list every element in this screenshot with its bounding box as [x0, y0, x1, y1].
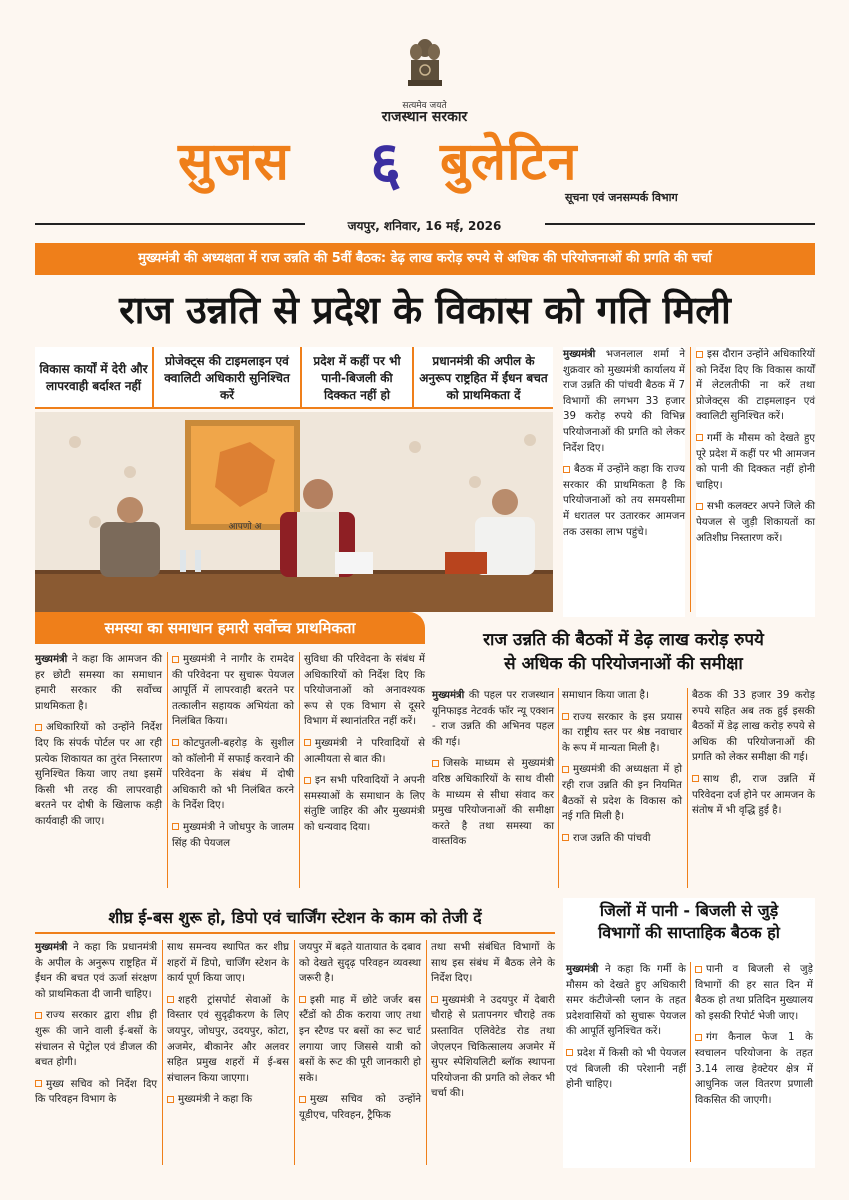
section4-lead: मुख्यमंत्री: [566, 964, 599, 975]
section2-paragraph: की पहल पर राजस्थान यूनिफाइड नेटवर्क फॉर न्यू एक्शन - राज उन्नति की अभिनव पहल की गई।: [432, 690, 554, 748]
bullet-icon: [566, 1049, 573, 1056]
highlight-3: प्रदेश में कहीं पर भी पानी-बिजली की दिक्कत नहीं हो: [302, 347, 412, 409]
intro-lead: मुख्यमंत्री: [563, 349, 596, 360]
column-divider: [167, 652, 168, 888]
intro-paragraph: गर्मी के मौसम को देखते हुए पूरे प्रदेश में कहीं पर भी आमजन को पानी की दिक्कत नहीं होनी चाहिए।: [696, 432, 815, 491]
bullet-icon: [304, 739, 311, 746]
emblem-tagline: सत्यमेव जयते: [402, 101, 447, 111]
intro-paragraph: इस दौरान उन्होंने अधिकारियों को निर्देश दिए कि विकास कार्यों में लेटलतीफी ना करें तथा प्रोजेक्ट्स की टाइमलाइन एवं क्वालिटी सुनिश्चित करें।: [696, 349, 815, 423]
section4-column-2: [695, 962, 813, 1114]
department-name: सूचना एवं जनसम्पर्क विभाग: [565, 191, 678, 204]
intro-paragraph: भजनलाल शर्मा ने शुक्रवार को मुख्यमंत्री कार्यालय में राज उन्नति की पांचवी बैठक में 7 विभागों की लगभग 33 हजार 39 करोड़ रुपये की विभिन्न परियोजनाओं की प्रगति को लेकर निर्देश दिए।: [563, 349, 685, 454]
bullet-icon: [299, 996, 306, 1003]
section3-title: शीघ्र ई-बस शुरू हो, डिपो एवं चार्जिंग स्टेशन के काम को तेजी दें: [108, 908, 482, 927]
intro-column-2: [696, 347, 815, 617]
bullet-icon: [696, 434, 703, 441]
section1-paragraph: ने कहा कि आमजन की हर छोटी समस्या का समाधान हमारी सरकार की सर्वोच्च प्राथमिकता है।: [35, 654, 162, 712]
main-headline: राज उन्नति से प्रदेश के विकास को गति मिली: [119, 288, 731, 332]
section-rule: [35, 932, 555, 934]
highlight-2: प्रोजेक्ट्स की टाइमलाइन एवं क्वालिटी अधिकारी सुनिश्चित करें: [154, 347, 300, 409]
section1-column-2: [172, 652, 294, 857]
section2-title-line-2: से अधिक की परियोजनाओं की समीक्षा: [504, 654, 743, 674]
column-divider: [558, 688, 559, 888]
bullet-icon: [695, 1034, 702, 1041]
section2-paragraph: समाधान किया जाता है।: [562, 690, 649, 701]
bullet-icon: [562, 766, 569, 773]
section4-paragraph: पानी व बिजली से जुड़े विभागों की हर सात दिन में बैठक हो तथा प्रतिदिन मुख्यालय को इसकी रिपोर्ट भेजी जाए।: [695, 964, 813, 1022]
section3-paragraph: मुख्य सचिव को उन्होंने यूडीएच, परिवहन, ट्रैफिक: [299, 1094, 421, 1121]
bullet-icon: [696, 503, 703, 510]
bullet-icon: [432, 760, 439, 767]
section2-title: [432, 628, 815, 676]
wall-sign-text: आपणो अ: [228, 522, 262, 532]
bullet-icon: [172, 656, 179, 663]
intro-paragraph: बैठक में उन्होंने कहा कि राज्य सरकार की प्राथमिकता है कि परियोजनाओं को तय समयसीमा में धरातल पर उतारकर आमजन तक उसका लाभ पहुंचे।: [563, 464, 685, 538]
bullet-icon: [562, 834, 569, 841]
section1-paragraph: इन सभी परिवादियों ने अपनी समस्याओं के समाधान के लिए संतुष्टि जाहिर की और मुख्यमंत्री को धन्यवाद दिया।: [304, 775, 425, 833]
highlight-4: प्रधानमंत्री की अपील के अनुरूप राष्ट्रहित में ईंधन बचत को प्राथमिकता दें: [414, 347, 553, 409]
section3-paragraph: मुख्य सचिव को निर्देश दिए कि परिवहन विभाग के: [35, 1078, 157, 1106]
issue-date: जयपुर, शनिवार, 16 मई, 2026: [347, 219, 502, 233]
masthead-logo-mark: ६: [370, 129, 402, 199]
section3-column-4: [431, 940, 555, 1108]
section3-paragraph: जयपुर में बढ़ते यातायात के दबाव को देखते सुदृढ़ परिवहन व्यवस्था जरूरी है।: [299, 942, 421, 985]
bullet-icon: [695, 966, 702, 973]
section1-column-3: [304, 652, 425, 842]
column-divider: [299, 652, 300, 888]
bullet-icon: [299, 1096, 306, 1103]
section4-paragraph: गंग कैनाल फेज 1 के स्वचालन परियोजना के तहत 3.14 लाख हेक्टेयर क्षेत्र में आधुनिक जल वितरण प्रणाली विकसित की जाएगी।: [695, 1032, 813, 1106]
column-divider: [687, 688, 688, 888]
section4-column-1: [566, 962, 686, 1099]
section2-lead: मुख्यमंत्री: [432, 690, 465, 701]
bullet-icon: [696, 351, 703, 358]
section1-paragraph: मुख्यमंत्री ने जोधपुर के जालम सिंह की पेयजल: [172, 821, 294, 849]
section2-title-line-1: राज उन्नति की बैठकों में डेढ़ लाख करोड़ रुपये: [483, 630, 764, 650]
section3-column-1: [35, 940, 157, 1114]
highlight-1: विकास कार्यों में देरी और लापरवाही बर्दाश्त नहीं: [35, 347, 152, 409]
bullet-icon: [35, 724, 42, 731]
section1-paragraph: अधिकारियों को उन्होंने निर्देश दिए कि संपर्क पोर्टल पर आ रही प्रत्येक शिकायत का तुरंत निस्तारण सुनिश्चित किया जाए तथा इसमें किसी भी तरह की लापरवाही बरतने पर दोषी के खिलाफ कड़ी कार्यवाही की जाए।: [35, 722, 162, 827]
masthead-title-left: सुजस: [178, 132, 290, 192]
section3-column-2: [167, 940, 289, 1114]
section2-column-2: [562, 688, 682, 852]
section1-paragraph: कोटपुतली-बहरोड़ के सुशील को कॉलोनी में सफाई करवाने की परिवेदना के संबंध में दोषी अधिकारी को भी निलंबित करने के निर्देश दिए।: [172, 737, 294, 812]
intro-paragraph: सभी कलक्टर अपने जिले की पेयजल से जुड़ी शिकायतों का अतिशीघ्र निस्तारण करें।: [696, 501, 815, 544]
section3-lead: मुख्यमंत्री: [35, 942, 68, 953]
column-divider: [690, 347, 691, 612]
section3-paragraph: ने कहा कि प्रधानमंत्री के अपील के अनुरूप राष्ट्रहित में ईंधन की बचत एवं ऊर्जा संरक्षण को प्राथमिकता दी जानी चाहिए।: [35, 942, 157, 1000]
bullet-icon: [172, 823, 179, 830]
meeting-photo: [35, 412, 553, 612]
section3-paragraph: मुख्यमंत्री ने कहा कि: [178, 1094, 253, 1106]
column-divider: [294, 940, 295, 1165]
section3-paragraph: शहरी ट्रांसपोर्ट सेवाओं के विस्तार एवं सुदृढ़ीकरण के लिए जयपुर, जोधपुर, उदयपुर, कोटा, अजमेर, बीकानेर और अलवर सहित प्रमुख शहरों में ई-बस संचालन किया जाएगा।: [167, 994, 289, 1084]
bullet-icon: [35, 1012, 42, 1019]
section4-title: [563, 900, 815, 944]
section2-paragraph: राज्य सरकार के इस प्रयास का राष्ट्रीय स्तर पर श्रेष्ठ नवाचार के रूप में मान्यता मिली है।: [562, 711, 682, 754]
news-ticker: मुख्यमंत्री की अध्यक्षता में राज उन्नति की 5वीं बैठक: डेढ़ लाख करोड़ रुपये से अधिक की परियोजनाओं की प्रगति की चर्चा: [35, 243, 815, 275]
bullet-icon: [35, 1080, 42, 1087]
section1-paragraph: मुख्यमंत्री ने नागौर के रामदेव की परिवेदना पर सुचारू पेयजल आपूर्ति में लापरवाही बरतने पर तत्कालीन सहायक अभियंता को निलंबित किया।: [172, 654, 294, 728]
section3-paragraph: तथा सभी संबंधित विभागों के साथ इस संबंध में बैठक लेने के निर्देश दिए।: [431, 942, 555, 985]
column-divider: [162, 940, 163, 1165]
bullet-icon: [304, 777, 311, 784]
section4-paragraph: ने कहा कि गर्मी के मौसम को देखते हुए अधिकारी समर कंटीजेन्सी प्लान के तहत प्रदेशवासियों को सुचारू पेयजल की आपूर्ति सुनिश्चित करें।: [566, 964, 686, 1038]
section3-paragraph: मुख्यमंत्री ने उदयपुर में देबारी चौराहे से प्रतापनगर चौराहे तक प्रस्तावित एलिवेटेड रोड तथा जेएलएन चिकित्सालय अजमेर में सुपर स्पेशियलिटी ब्लॉक स्थापना परियोजना की प्रगति को लेकर भी चर्चा की।: [431, 994, 555, 1100]
intro-column-1: [563, 347, 685, 617]
section1-column-1: [35, 652, 162, 836]
section2-column-3: [692, 688, 815, 825]
column-divider: [690, 962, 691, 1162]
bullet-icon: [167, 1096, 174, 1103]
state-emblem: [404, 36, 446, 98]
section4-paragraph: प्रदेश में किसी को भी पेयजल एवं बिजली की परेशानी नहीं होनी चाहिए।: [566, 1047, 686, 1091]
section3-column-3: [299, 940, 421, 1130]
section4-title-line-2: विभागों की साप्ताहिक बैठक हो: [598, 923, 780, 942]
bullet-icon: [431, 996, 438, 1003]
masthead-title-right: बुलेटिन: [440, 132, 578, 192]
section1-paragraph: सुविधा की परिवेदना के संबंध में अधिकारियों को निर्देश दिए कि परियोजनाओं को अनावश्यक रूप से एक विभाग से दूसरे विभाग में स्थानांतरित नहीं करें।: [304, 654, 425, 728]
section1-lead: मुख्यमंत्री: [35, 654, 68, 665]
bullet-icon: [562, 713, 569, 720]
column-divider: [426, 940, 427, 1165]
government-name: राजस्थान सरकार: [381, 109, 468, 125]
section1-paragraph: मुख्यमंत्री ने परिवादियों से आत्मीयता से बात की।: [304, 737, 425, 765]
section1-title: समस्या का समाधान हमारी सर्वोच्च प्राथमिकता: [35, 612, 425, 644]
section4-title-line-1: जिलों में पानी - बिजली से जुड़े: [599, 901, 779, 920]
section2-paragraph: राज उन्नति की पांचवी: [573, 832, 651, 844]
bullet-icon: [167, 996, 174, 1003]
section3-paragraph: राज्य सरकार द्वारा शीघ्र ही शुरू की जाने वाली ई-बसों के संचालन से पेट्रोल एवं डीजल की बचत होगी।: [35, 1010, 157, 1069]
bullet-icon: [563, 466, 570, 473]
section2-column-1: [432, 688, 554, 856]
section2-paragraph: जिसके माध्यम से मुख्यमंत्री वरिष्ठ अधिकारियों के साथ वीसी के माध्यम से सीधा संवाद कर प्रमुख परियोजनाओं की समीक्षा करते है तथा समस्या का वास्तविक: [432, 758, 554, 848]
section3-paragraph: इसी माह में छोटे जर्जर बस स्टैंडों को ठीक कराया जाए तथा इन स्टैण्ड पर बसों का रूट चार्ट लगाया जाए जिससे यात्री को बसों के रूट की पूरी जानकारी हो सके।: [299, 994, 421, 1084]
bullet-icon: [172, 739, 179, 746]
section3-paragraph: साथ समन्वय स्थापित कर शीघ्र शहरों में डिपो, चार्जिंग स्टेशन के कार्य पूर्ण किया जाए।: [167, 942, 289, 985]
bullet-icon: [692, 775, 699, 782]
section2-paragraph: बैठक की 33 हजार 39 करोड़ रुपये सहित अब तक हुई इसकी बैठकों में डेढ़ लाख करोड़ रुपये से अधिक की परियोजनाओं की प्रगति को लेकर समीक्षा की गई।: [692, 690, 815, 764]
section2-paragraph: मुख्यमंत्री की अध्यक्षता में हो रही राज उन्नति की इन नियमित बैठकों से प्रदेश के विकास को नई गति मिली है।: [562, 764, 682, 823]
section2-paragraph: साथ ही, राज उन्नति में परिवेदना दर्ज होने पर आमजन के संतोष में भी वृद्धि हुई है।: [692, 773, 815, 817]
